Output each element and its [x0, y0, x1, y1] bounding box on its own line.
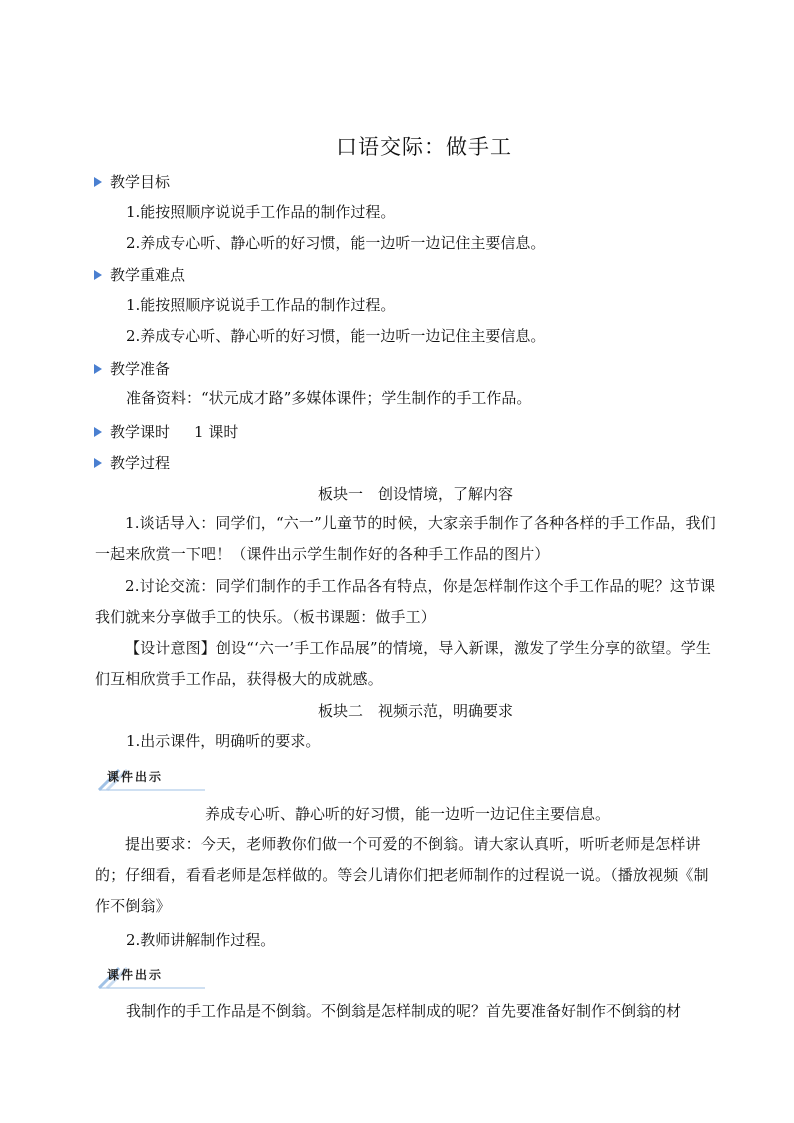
section-heading-text: 教学课时: [110, 423, 171, 441]
triangle-bullet-icon: [94, 458, 102, 468]
triangle-bullet-icon: [94, 364, 102, 374]
courseware-badge: [97, 768, 207, 790]
section-hours-heading: [94, 421, 238, 442]
block2-paragraph-2: 提出要求：今天，老师教你们做一个可爱的不倒翁。请大家认真听，听听老师是怎样讲的；仔细看，看看老师是怎样做的。等会儿请你们把老师制作的过程说一说。（播放视频《制作不倒翁》: [95, 835, 709, 915]
block1-paragraph-1: 1.谈话导入：同学们，“六一”儿童节的时候，大家亲手制作了各种各样的手工作品，我们一起来欣赏一下吧！（课件出示学生制作好的各种手工作品的图片）: [95, 514, 716, 563]
block2-paragraph-4: 我制作的手工作品是不倒翁。不倒翁是怎样制成的呢？首先要准备好制作不倒翁的材: [126, 1002, 682, 1020]
triangle-bullet-icon: [94, 177, 102, 187]
courseware-quote: 养成专心听、静心听的好习惯，能一边听一边记住主要信息。: [205, 805, 611, 823]
key-item-1: 1.能按照顺序说说手工作品的制作过程。: [126, 296, 396, 314]
section-heading-text: 教学准备: [110, 360, 171, 378]
block2-title: 板块二 视频示范，明确要求: [318, 702, 514, 720]
section-goal-heading: [94, 171, 170, 192]
goal-item-2: 2.养成专心听、静心听的好习惯，能一边听一边记住主要信息。: [126, 234, 546, 252]
hours-value: 1 课时: [194, 423, 239, 441]
block1-title: 板块一 创设情境，了解内容: [318, 485, 514, 503]
badge-label: 课件出示: [107, 770, 164, 784]
triangle-bullet-icon: [94, 427, 102, 437]
section-key-heading: [94, 264, 185, 285]
badge-label: 课件出示: [107, 968, 164, 982]
section-heading-text: 教学过程: [110, 454, 171, 472]
prep-text: 准备资料：“状元成才路”多媒体课件；学生制作的手工作品。: [126, 389, 532, 407]
block2-paragraph-1: 1.出示课件，明确听的要求。: [126, 732, 321, 750]
block1-design-intent: 【设计意图】创设“‘六一’手工作品展”的情境，导入新课，激发了学生分享的欲望。学生们互相欣赏手工作品，获得极大的成就感。: [95, 639, 712, 688]
section-prep-heading: [94, 358, 170, 379]
block2-paragraph-3: 2.教师讲解制作过程。: [126, 931, 276, 949]
triangle-bullet-icon: [94, 270, 102, 280]
section-process-heading: [94, 452, 170, 473]
section-heading-text: 教学重难点: [110, 266, 186, 284]
block1-paragraph-2: 2.讨论交流：同学们制作的手工作品各有特点，你是怎样制作这个手工作品的呢？这节课我们就来分享做手工的快乐。（板书课题：做手工）: [95, 577, 716, 626]
goal-item-1: 1.能按照顺序说说手工作品的制作过程。: [126, 203, 396, 221]
page-title: 口语交际：做手工: [336, 135, 512, 159]
section-heading-text: 教学目标: [110, 173, 171, 191]
key-item-2: 2.养成专心听、静心听的好习惯，能一边听一边记住主要信息。: [126, 327, 546, 345]
courseware-badge: [97, 966, 207, 988]
